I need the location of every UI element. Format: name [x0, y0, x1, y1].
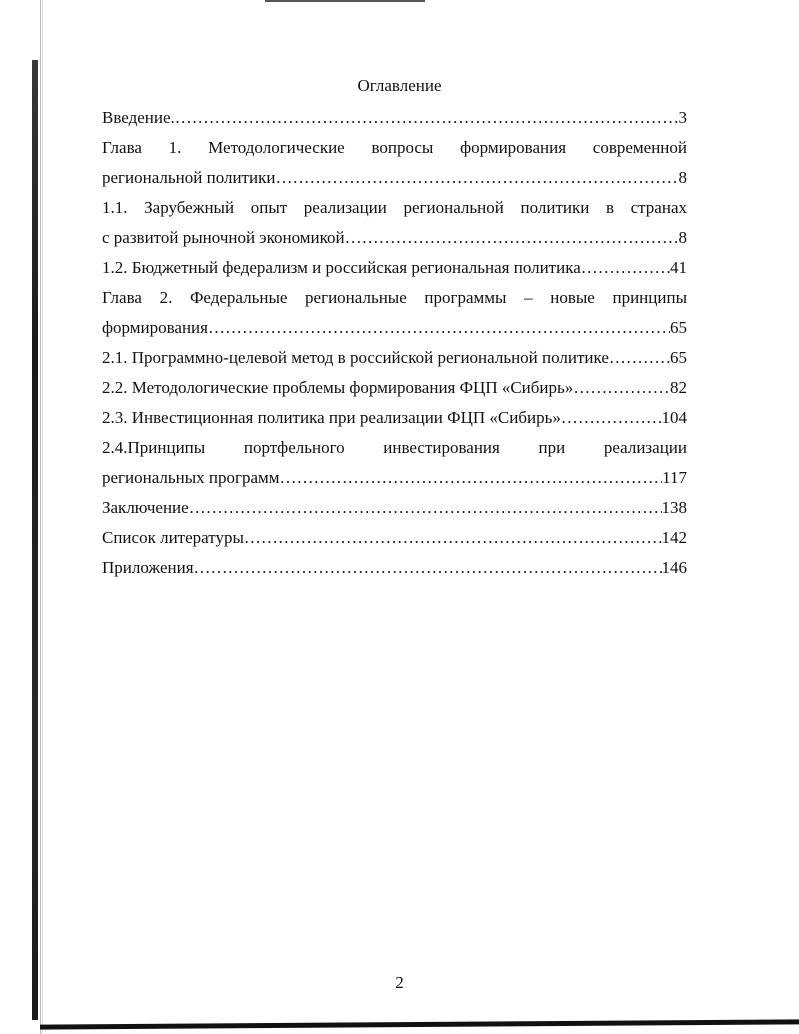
toc-page-number: 8	[678, 228, 687, 247]
toc-entry-label: формирования	[102, 318, 208, 337]
toc-entry-label: 2.3. Инвестиционная политика при реализации ФЦП «Сибирь»	[102, 408, 561, 427]
toc-leader-dots	[275, 163, 678, 193]
toc-page-number: 142	[661, 528, 687, 547]
toc-entry	[102, 433, 687, 493]
toc-entry	[102, 403, 687, 433]
toc-leader-dots	[189, 493, 662, 523]
toc-entry-label: Приложения	[102, 558, 194, 577]
toc-entry-line: 2.4.Принципы портфельного инвестирования при реализации	[102, 438, 687, 457]
toc-title: Оглавление	[357, 76, 442, 95]
toc-entry-label: 2.1. Программно-целевой метод в российской региональной политике	[102, 348, 609, 367]
toc-leader-dots	[573, 373, 670, 403]
toc-page-number: 82	[670, 378, 687, 397]
toc-entry	[102, 523, 687, 553]
toc-entry-row	[102, 313, 687, 343]
toc-entry-line: Глава 1. Методологические вопросы формирования современной	[102, 138, 687, 157]
toc-page-number: 8	[678, 168, 687, 187]
toc-leader-dots	[208, 313, 670, 343]
toc-entry-label: региональной политики	[102, 168, 276, 187]
toc-entry-label: 2.2. Методологические проблемы формирования ФЦП «Сибирь»	[102, 378, 574, 397]
toc-page-number: 138	[661, 498, 687, 517]
toc-entry	[102, 133, 687, 193]
toc-entry-line: 1.1. Зарубежный опыт реализации региональной политики в странах	[102, 198, 687, 217]
toc-entry-row	[102, 223, 687, 253]
toc-page-number: 117	[662, 468, 687, 487]
scan-edge-top	[265, 0, 425, 2]
toc-entry	[102, 193, 687, 253]
toc-leader-dots	[561, 403, 662, 433]
toc-leader-dots	[581, 253, 670, 283]
toc-entry-label: региональных программ	[102, 468, 280, 487]
toc-leader-dots	[345, 223, 679, 253]
toc-entry-row	[102, 373, 687, 403]
page-number: 2	[395, 973, 404, 992]
table-of-contents	[102, 103, 687, 583]
toc-leader-dots	[194, 553, 662, 583]
toc-leader-dots	[280, 463, 663, 493]
toc-entry-row	[102, 403, 687, 433]
toc-entry-label: Введение.	[102, 108, 175, 127]
toc-entry-row	[102, 163, 687, 193]
toc-leader-dots	[609, 343, 670, 373]
toc-entry-label: с развитой рыночной экономикой	[102, 228, 345, 247]
scan-edge-line	[42, 0, 43, 1034]
toc-entry-row	[102, 343, 687, 373]
toc-entry-label: Список литературы	[102, 528, 244, 547]
toc-entry	[102, 283, 687, 343]
toc-page-number: 146	[661, 558, 687, 577]
toc-page-number: 3	[678, 108, 687, 127]
toc-entry	[102, 373, 687, 403]
toc-page-number: 104	[661, 408, 687, 427]
scan-edge-bottom	[40, 1019, 799, 1029]
toc-entry-row	[102, 253, 687, 283]
toc-entry-label: 1.2. Бюджетный федерализм и российская региональная политика	[102, 258, 581, 277]
toc-entry-row	[102, 463, 687, 493]
scan-edge-line	[40, 0, 41, 1034]
toc-leader-dots	[244, 523, 662, 553]
toc-entry	[102, 343, 687, 373]
toc-entry-row	[102, 553, 687, 583]
toc-entry-row	[102, 523, 687, 553]
toc-leader-dots	[175, 103, 679, 133]
toc-entry	[102, 103, 687, 133]
toc-entry	[102, 253, 687, 283]
scan-edge-left	[32, 60, 38, 1020]
toc-page-number: 65	[670, 318, 687, 337]
toc-entry-line: Глава 2. Федеральные региональные программы – новые принципы	[102, 288, 687, 307]
toc-entry-row	[102, 493, 687, 523]
toc-entry	[102, 493, 687, 523]
toc-entry	[102, 553, 687, 583]
toc-page-number: 65	[670, 348, 687, 367]
toc-entry-row	[102, 103, 687, 133]
toc-page-number: 41	[670, 258, 687, 277]
toc-entry-label: Заключение	[102, 498, 189, 517]
